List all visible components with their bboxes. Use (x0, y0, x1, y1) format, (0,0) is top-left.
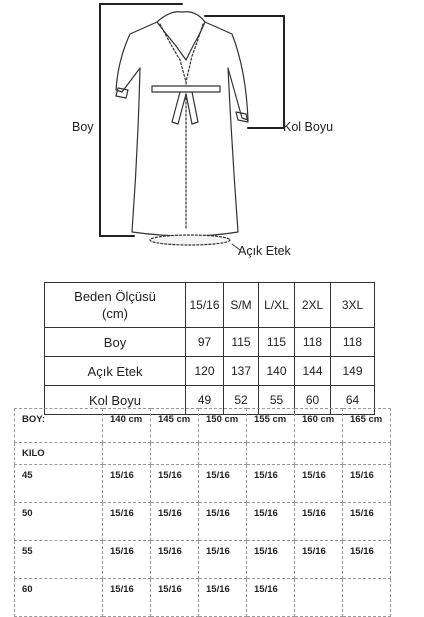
sleeve-label: Kol Boyu (283, 120, 334, 134)
size-table-cell: 140 (259, 357, 295, 386)
weight-table-cell: 15/16 (247, 503, 295, 541)
size-table-cell: 137 (224, 357, 259, 386)
weight-table-cell (295, 579, 343, 617)
weight-table-kilo-label: KILO (15, 443, 103, 465)
weight-table-kilo-cell: 60 (15, 579, 103, 617)
size-table-row-label: Kol Boyu (45, 386, 186, 415)
size-table-cell: 52 (224, 386, 259, 415)
size-table-cell: 49 (186, 386, 224, 415)
weight-table-kilo-cell: 55 (15, 541, 103, 579)
weight-table-cell: 15/16 (247, 465, 295, 503)
weight-table-cell: 15/16 (103, 465, 151, 503)
size-table-cell: 118 (331, 328, 375, 357)
size-table-cell: 115 (224, 328, 259, 357)
weight-table-cell: 15/16 (247, 579, 295, 617)
weight-table-cell: 15/16 (343, 503, 391, 541)
size-table-cell: 60 (295, 386, 331, 415)
size-table-header-cell: S/M (224, 283, 259, 328)
weight-table-cell: 15/16 (343, 541, 391, 579)
size-table-row-label: Boy (45, 328, 186, 357)
weight-table-row (15, 503, 391, 541)
size-table-cell: 120 (186, 357, 224, 386)
size-table-row (45, 357, 375, 386)
weight-table-kilo-cell: 45 (15, 465, 103, 503)
height-label: Boy (72, 120, 94, 134)
size-table-header-cell: 3XL (331, 283, 375, 328)
size-table-row-label: Açık Etek (45, 357, 186, 386)
weight-table-cell: 15/16 (199, 503, 247, 541)
weight-table-height-cell: 165 cm (343, 409, 391, 443)
weight-table-cell: 15/16 (151, 541, 199, 579)
weight-table-header-row (15, 409, 391, 443)
height-weight-table (14, 408, 391, 617)
weight-table-cell: 15/16 (295, 541, 343, 579)
weight-table-row (15, 465, 391, 503)
size-table-cell: 149 (331, 357, 375, 386)
size-table-header-cell: 15/16 (186, 283, 224, 328)
weight-table-cell: 15/16 (151, 465, 199, 503)
weight-table-cell: 15/16 (103, 541, 151, 579)
weight-table-kilo-cell: 50 (15, 503, 103, 541)
weight-table-cell: 15/16 (295, 503, 343, 541)
weight-table-corner: BOY: (15, 409, 103, 443)
weight-table-cell: 15/16 (199, 579, 247, 617)
size-table-cell: 115 (259, 328, 295, 357)
hem-ellipse (150, 235, 230, 245)
size-table-cell: 144 (295, 357, 331, 386)
weight-table-cell: 15/16 (295, 465, 343, 503)
weight-table-cell: 15/16 (103, 579, 151, 617)
size-table-header-cell: L/XL (259, 283, 295, 328)
weight-table-height-cell: 160 cm (295, 409, 343, 443)
weight-table-row (15, 541, 391, 579)
size-table-cell: 97 (186, 328, 224, 357)
size-table-cell: 118 (295, 328, 331, 357)
size-table-header-row (45, 283, 375, 328)
size-table-cell: 64 (331, 386, 375, 415)
weight-table-row (15, 579, 391, 617)
weight-table-cell (343, 579, 391, 617)
size-table-header-cell: Beden Ölçüsü (cm) (45, 283, 186, 328)
robe-belt (152, 86, 220, 92)
weight-table-cell: 15/16 (151, 503, 199, 541)
weight-table-height-cell: 140 cm (103, 409, 151, 443)
weight-table-cell: 15/16 (199, 541, 247, 579)
size-table-row (45, 328, 375, 357)
hem-label: Açık Etek (238, 244, 291, 258)
weight-table-cell: 15/16 (343, 465, 391, 503)
robe-illustration (0, 0, 424, 265)
size-table-cell: 55 (259, 386, 295, 415)
weight-table-cell: 15/16 (103, 503, 151, 541)
weight-table-cell: 15/16 (151, 579, 199, 617)
weight-table-height-cell: 145 cm (151, 409, 199, 443)
weight-table-height-cell: 150 cm (199, 409, 247, 443)
size-table-header-cell: 2XL (295, 283, 331, 328)
weight-table-cell: 15/16 (199, 465, 247, 503)
weight-table-cell: 15/16 (247, 541, 295, 579)
size-measurement-table (44, 282, 375, 415)
weight-table-height-cell: 155 cm (247, 409, 295, 443)
weight-table-kilo-row (15, 443, 391, 465)
